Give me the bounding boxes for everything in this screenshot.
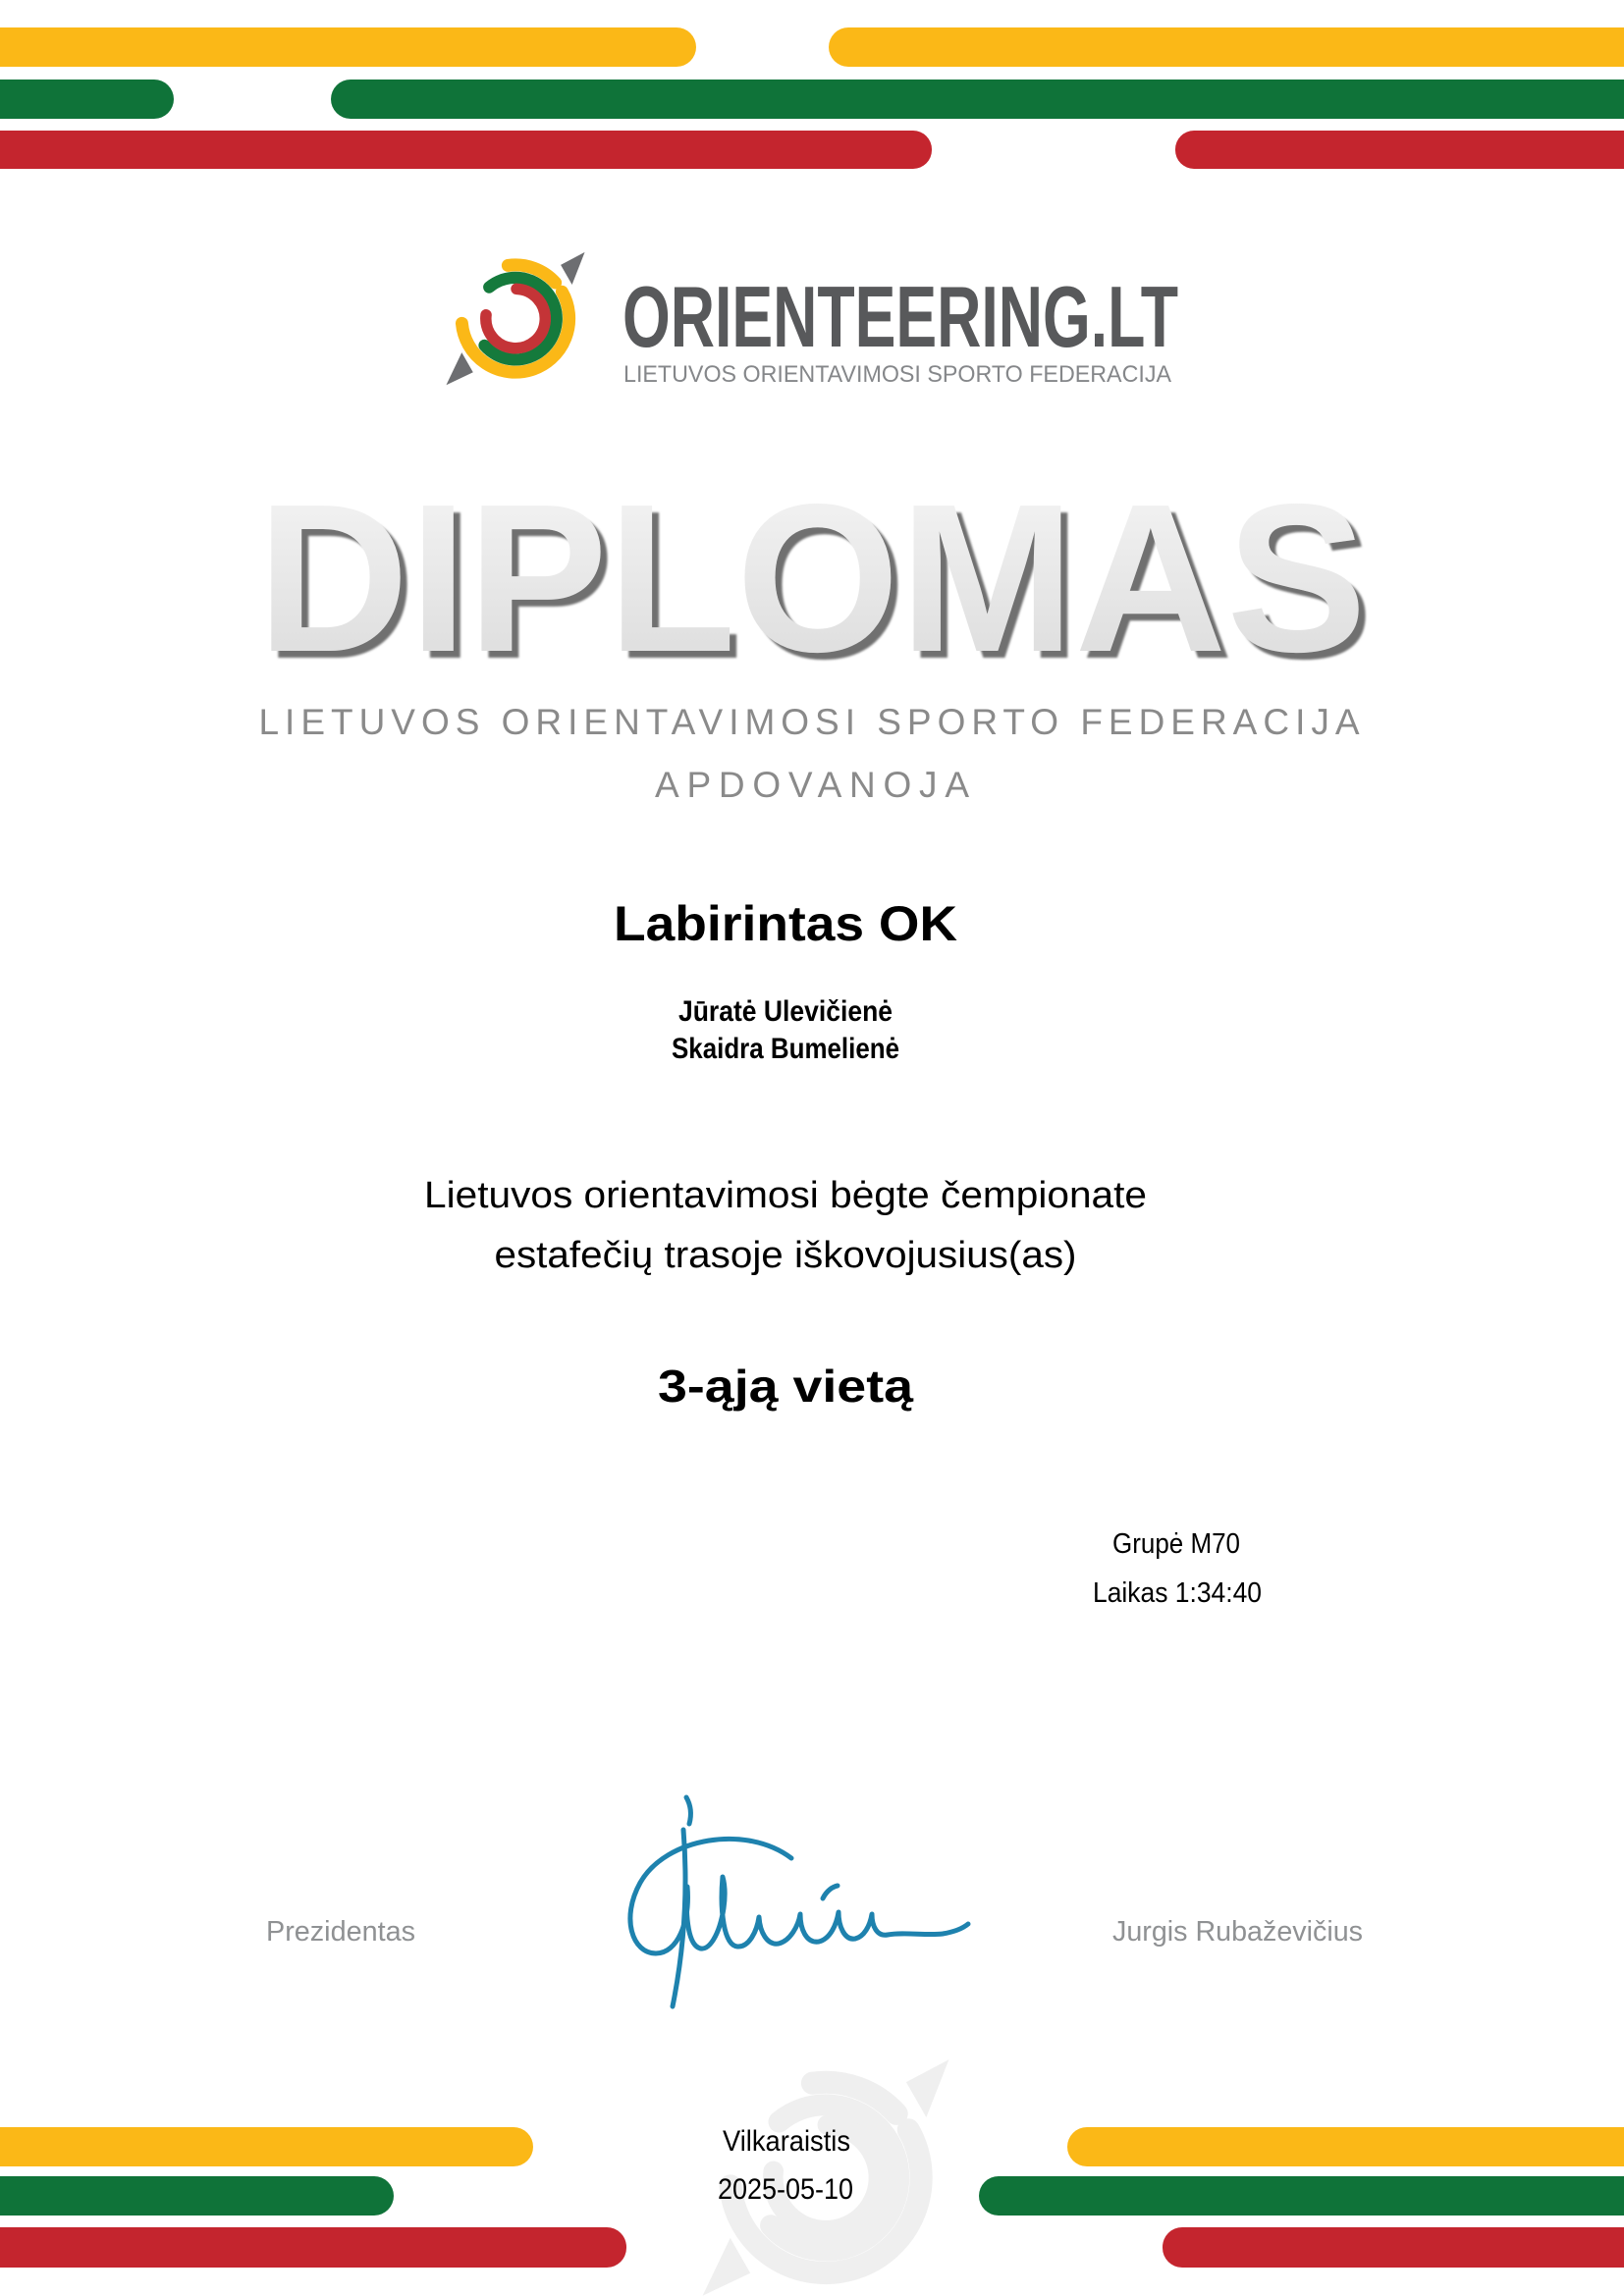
compass-needle-sw — [446, 352, 472, 385]
stripe-red-right — [1163, 2227, 1624, 2268]
watermark-needle-sw — [703, 2238, 751, 2296]
stripe-green-left — [0, 80, 174, 119]
signature-scribble — [630, 1797, 968, 2006]
top-flag-stripes — [0, 27, 1624, 169]
member-name-2: Skaidra Bumelienė — [672, 1033, 899, 1065]
signer-name: Jurgis Rubaževičius — [1112, 1916, 1363, 1948]
stripe-yellow-right — [829, 27, 1624, 67]
federation-logo — [446, 252, 1178, 388]
stripe-yellow-right — [1067, 2127, 1624, 2166]
brand-subtitle-text: LIETUVOS ORIENTAVIMOSI SPORTO FEDERACIJA — [623, 361, 1171, 388]
award-group: Grupė M70 — [1112, 1528, 1240, 1560]
stripe-green-right — [331, 80, 1624, 119]
stripe-green-left — [0, 2176, 394, 2216]
member-name-1: Jūratė Ulevičienė — [678, 995, 893, 1028]
award-time: Laikas 1:34:40 — [1093, 1577, 1262, 1609]
diploma-heading: DIPLOMAS — [257, 459, 1367, 696]
stripe-yellow-left — [0, 2127, 533, 2166]
club-name: Labirintas OK — [614, 896, 957, 951]
signature-stroke — [823, 1886, 838, 1898]
stripe-red-left — [0, 2227, 626, 2268]
federation-line: LIETUVOS ORIENTAVIMOSI SPORTO FEDERACIJA — [258, 702, 1360, 742]
brand-text: ORIENTEERING.LT — [623, 268, 1178, 365]
watermark-needle-ne — [906, 2059, 949, 2117]
stripe-red-right — [1175, 131, 1624, 169]
compass-icon — [446, 252, 584, 385]
award-description-line-2: estafečių trasoje iškovojusius(as) — [494, 1235, 1077, 1276]
event-location: Vilkaraistis — [723, 2125, 850, 2158]
award-description-line-1: Lietuvos orientavimosi bėgte čempionate — [424, 1175, 1147, 1216]
awards-line: APDOVANOJA — [655, 765, 969, 805]
signature-stroke — [686, 1797, 690, 1824]
stripe-yellow-left — [0, 27, 696, 67]
award-place: 3-ąją vietą — [658, 1361, 914, 1412]
signature-stroke — [630, 1839, 968, 1953]
compass-needle-ne — [561, 252, 584, 285]
signer-role: Prezidentas — [266, 1916, 415, 1948]
compass-arc-red — [486, 289, 545, 347]
stripe-red-left — [0, 131, 932, 169]
event-date: 2025-05-10 — [718, 2173, 853, 2206]
stripe-green-right — [979, 2176, 1624, 2216]
